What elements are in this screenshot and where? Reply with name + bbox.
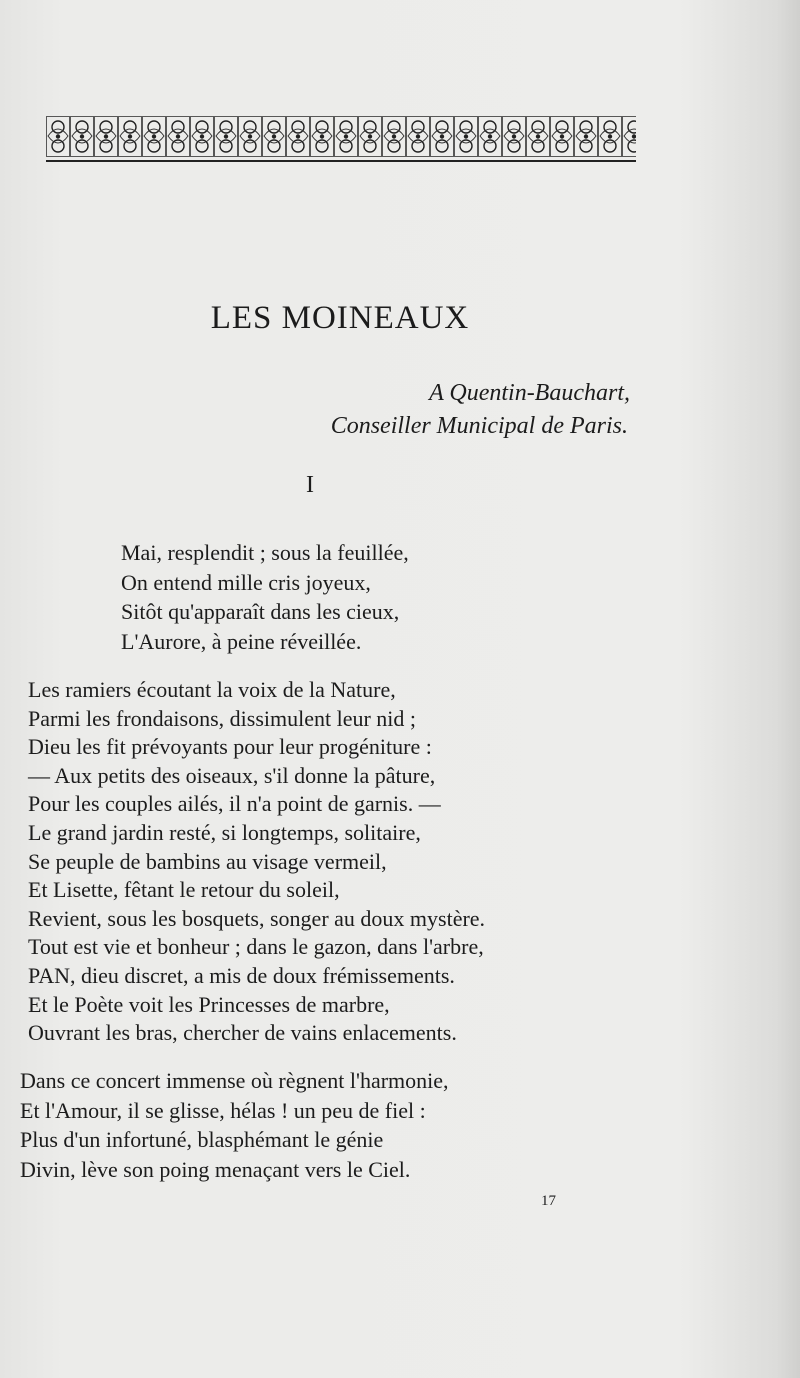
verse-line: Pour les couples ailés, il n'a point de garnis. — — [28, 791, 441, 817]
verse-line: Parmi les frondaisons, dissimulent leur nid ; — [28, 705, 417, 731]
poem-title: LES MOINEAUX — [210, 300, 470, 336]
page-number: 17 — [541, 1193, 556, 1209]
verse-line: On entend mille cris joyeux, — [121, 569, 371, 595]
verse-line: Et le Poète voit les Princesses de marbre, — [28, 991, 390, 1017]
verse-line: Dieu les fit prévoyants pour leur progéniture : — [28, 734, 432, 760]
verse-line: Se peuple de bambins au visage vermeil, — [28, 848, 387, 874]
verse-line: L'Aurore, à peine réveillée. — [121, 628, 362, 654]
verse-line: Mai, resplendit ; sous la feuillée, — [121, 540, 409, 565]
verse-line: Dans ce concert immense où règnent l'harmonie, — [20, 1068, 449, 1093]
verse-line: Tout est vie et bonheur ; dans le gazon, dans l'arbre, — [28, 934, 484, 960]
verse-line: Sitôt qu'apparaît dans les cieux, — [121, 599, 400, 624]
verse-line: — Aux petits des oiseaux, s'il donne la pâture, — [28, 762, 436, 788]
dedication-title: Conseiller Municipal de Paris. — [330, 413, 628, 439]
stanza-2 — [28, 676, 485, 1048]
ornament-band — [47, 117, 637, 157]
verse-line: Plus d'un infortuné, blasphémant le génie — [20, 1127, 384, 1152]
verse-line: Revient, sous les bosquets, songer au doux mystère. — [28, 905, 486, 931]
verse-line: Divin, lève son poing menaçant vers le Ciel. — [20, 1156, 411, 1182]
dedication-recipient: A Quentin-Bauchart, — [429, 380, 630, 406]
stanza-3 — [20, 1066, 449, 1184]
verse-line: Et l'Amour, il se glisse, hélas ! un peu de fiel : — [20, 1097, 426, 1123]
verse-line: Et Lisette, fêtant le retour du soleil, — [28, 877, 340, 903]
section-number: I — [306, 472, 314, 498]
stanza-1 — [121, 538, 409, 656]
verse-line: PAN, dieu discret, a mis de doux frémissements. — [28, 962, 455, 988]
decorative-header-border — [46, 112, 636, 164]
verse-line: Ouvrant les bras, chercher de vains enlacements. — [28, 1020, 457, 1046]
verse-line: Le grand jardin resté, si longtemps, solitaire, — [28, 819, 421, 845]
verse-line: Les ramiers écoutant la voix de la Nature, — [28, 677, 396, 702]
